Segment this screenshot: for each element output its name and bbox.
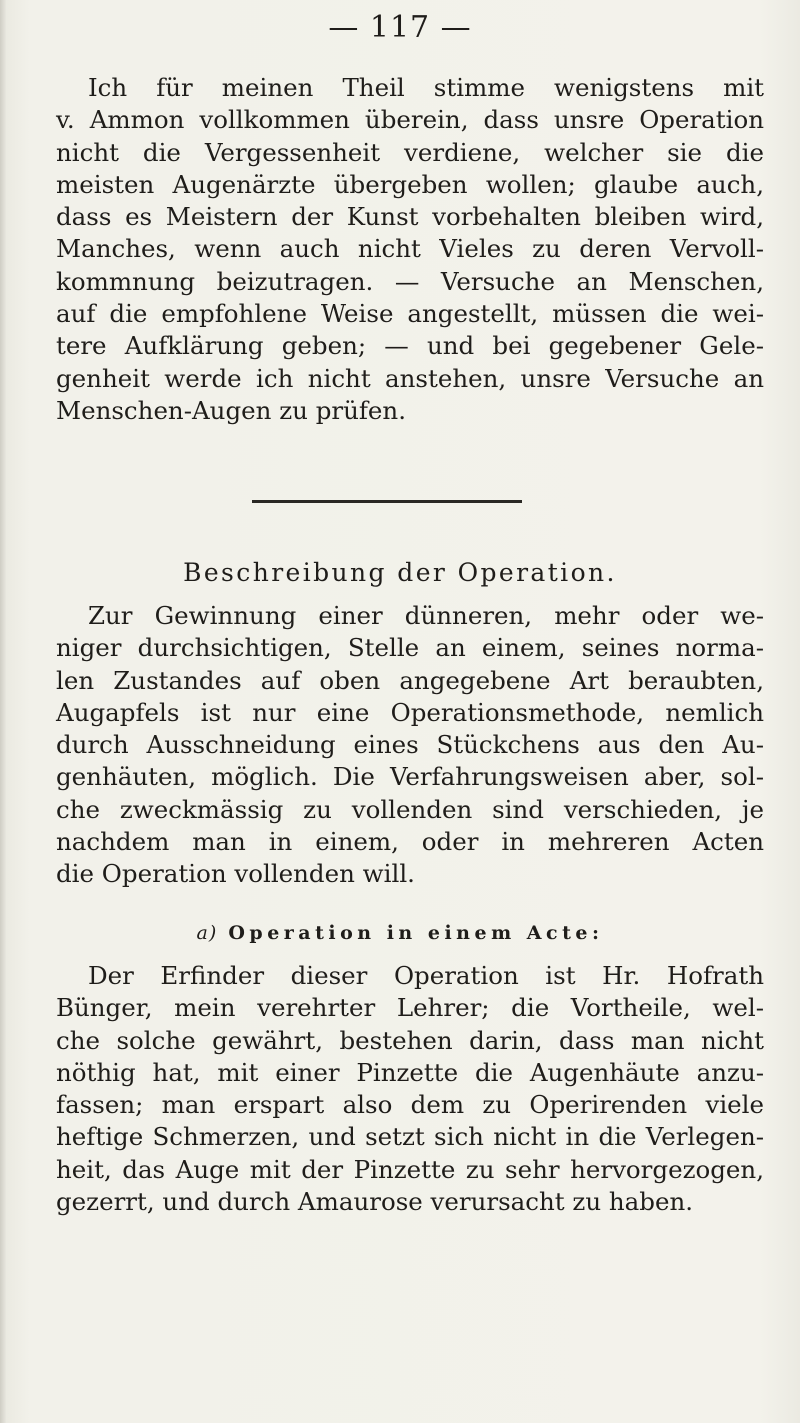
text-line: Bünger, mein verehrter Lehrer; die Vortheile, wel-	[56, 993, 764, 1023]
text-line: tere Aufklärung geben; — und bei gegebener Gele-	[56, 331, 764, 361]
text-line: heftige Schmerzen, und setzt sich nicht in die Verlegen-	[56, 1122, 764, 1152]
text-line: genheit werde ich nicht anstehen, unsre Versuche an	[56, 363, 764, 393]
section-divider	[252, 500, 522, 503]
text-line: kommnung beizutragen. — Versuche an Menschen,	[56, 266, 764, 296]
text-line: Manches, wenn auch nicht Vieles zu deren Vervoll-	[56, 234, 764, 264]
section-heading: Beschreibung der Operation.	[183, 558, 617, 587]
text-line: Zur Gewinnung einer dünneren, mehr oder we-	[88, 601, 764, 630]
page-number: — 117 —	[328, 10, 472, 45]
paragraph-3	[56, 960, 764, 1218]
text-line: heit, das Auge mit der Pinzette zu sehr hervorgezogen,	[56, 1154, 764, 1184]
text-line: Der Erfinder dieser Operation ist Hr. Hofrath	[88, 961, 764, 990]
paragraph-1	[56, 72, 764, 427]
page-binding-edge	[0, 0, 6, 1423]
text-line: nöthig hat, mit einer Pinzette die Augenhäute anzu-	[56, 1057, 764, 1087]
text-line: che solche gewährt, bestehen darin, dass man nicht	[56, 1025, 764, 1055]
text-line: Menschen-Augen zu prüfen.	[56, 395, 406, 425]
text-line: che zweckmässig zu vollenden sind verschieden, je	[56, 794, 764, 824]
text-line: v. Ammon vollkommen überein, dass unsre Operation	[56, 105, 764, 135]
text-line: meisten Augenärzte übergeben wollen; glaube auch,	[56, 169, 764, 199]
sub-heading-text: Operation in einem Acte:	[228, 922, 604, 944]
paragraph-2	[56, 600, 764, 891]
sub-heading	[0, 918, 800, 948]
text-line: gezerrt, und durch Amaurose verursacht zu haben.	[56, 1187, 694, 1217]
text-line: durch Ausschneidung eines Stückchens aus den Au-	[56, 730, 764, 760]
sub-heading-letter: a)	[196, 922, 218, 944]
text-line: len Zustandes auf oben angegebene Art beraubten,	[56, 665, 764, 695]
text-line: Augapfels ist nur eine Operationsmethode, nemlich	[56, 697, 764, 727]
text-line: fassen; man erspart also dem zu Operirenden viele	[56, 1090, 764, 1120]
text-line: nachdem man in einem, oder in mehreren Acten	[56, 827, 764, 857]
text-line: genhäuten, möglich. Die Verfahrungsweisen aber, sol-	[56, 762, 764, 792]
text-line: dass es Meistern der Kunst vorbehalten bleiben wird,	[56, 202, 764, 232]
text-line: die Operation vollenden will.	[56, 859, 415, 889]
text-line: Ich für meinen Theil stimme wenigstens mit	[88, 73, 764, 102]
text-line: nicht die Vergessenheit verdiene, welcher sie die	[56, 137, 764, 167]
text-line: auf die empfohlene Weise angestellt, müssen die wei-	[56, 299, 764, 329]
text-line: niger durchsichtigen, Stelle an einem, seines norma-	[56, 633, 764, 663]
